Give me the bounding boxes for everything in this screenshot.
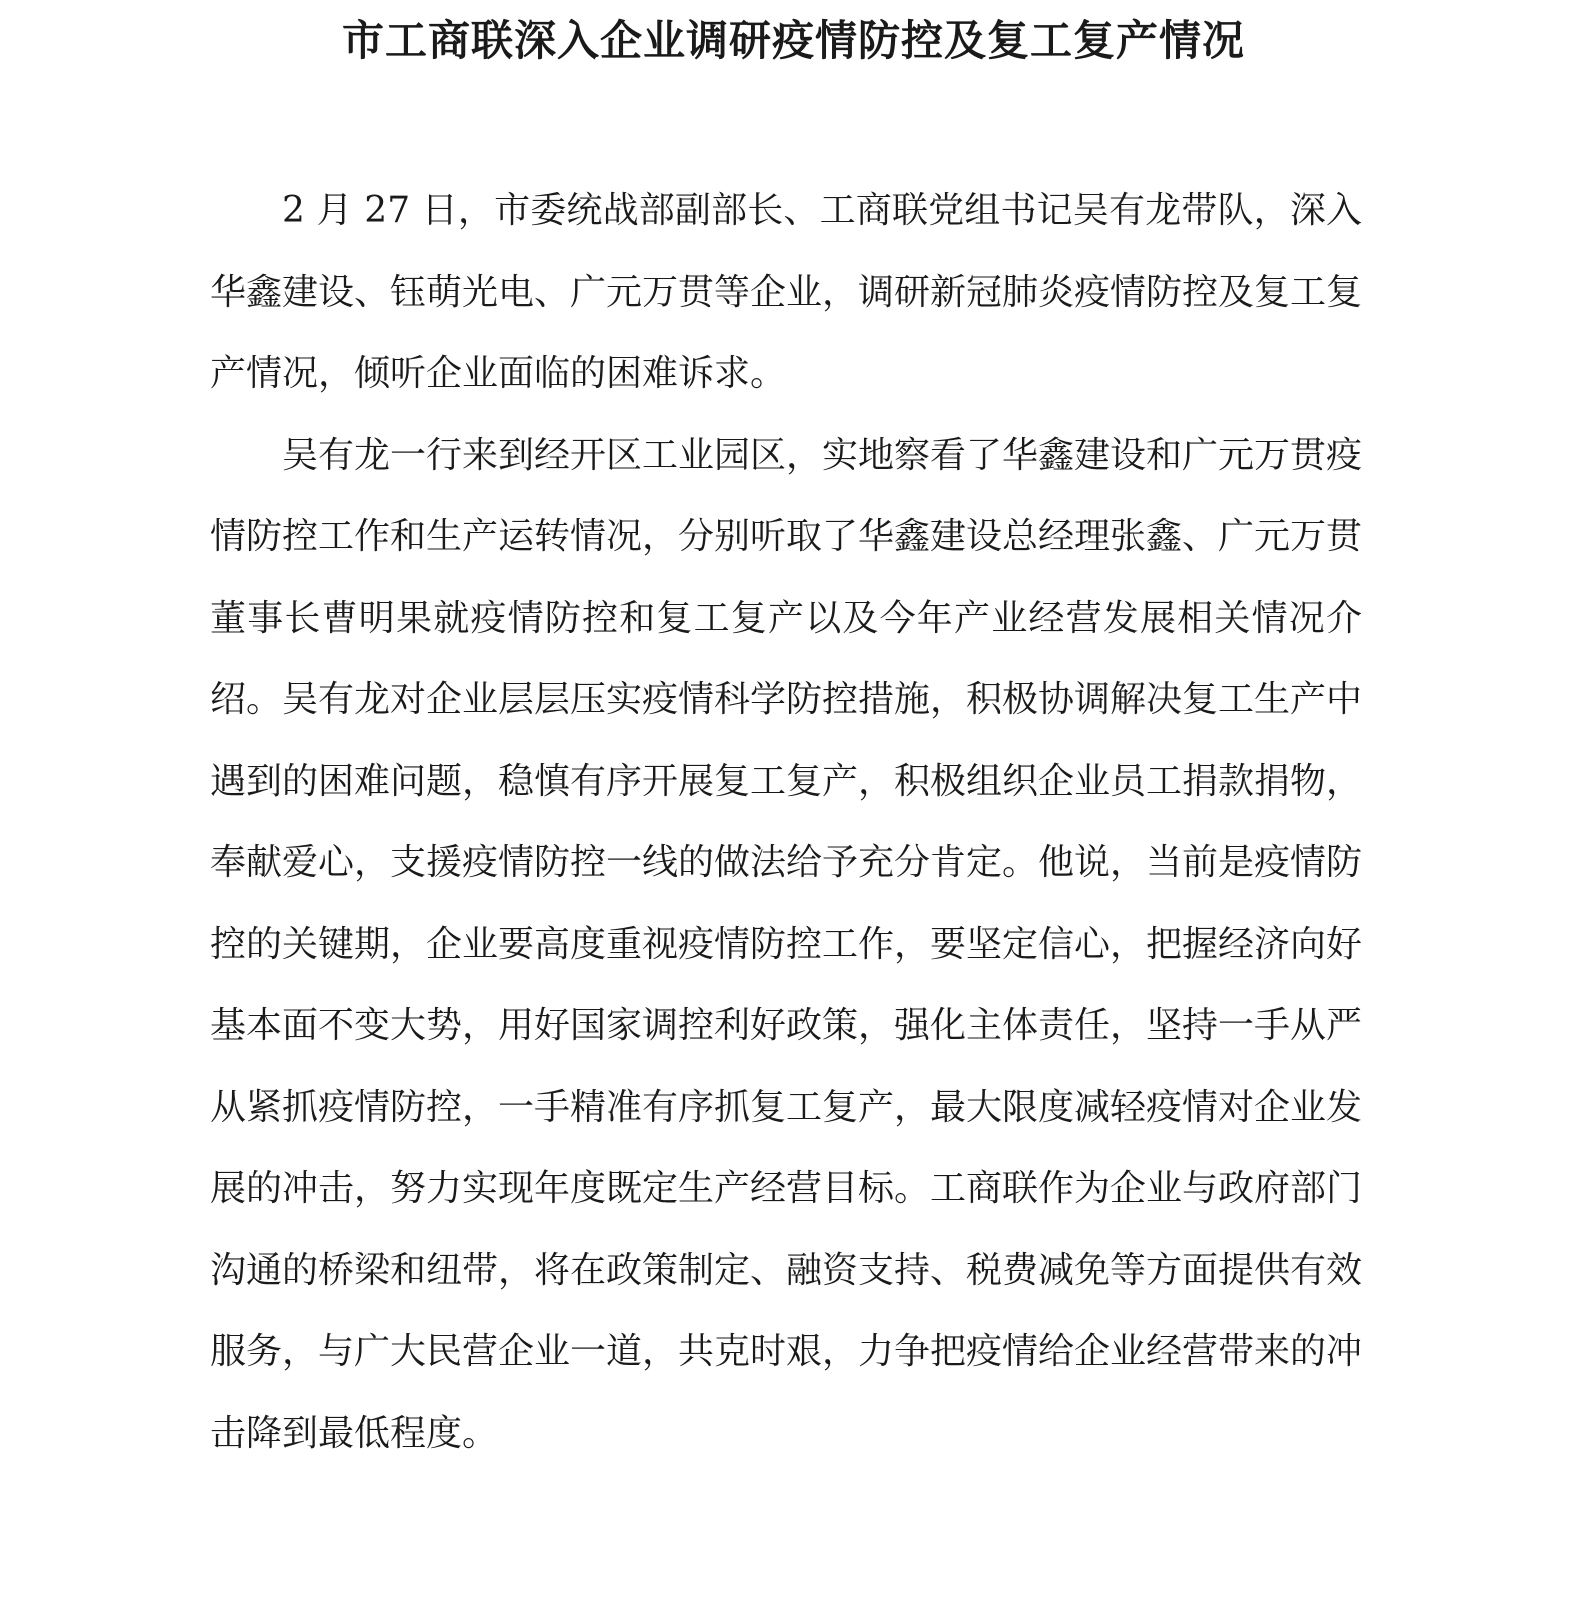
paragraph-1: 2 月 27 日，市委统战部副部长、工商联党组书记吴有龙带队，深入华鑫建设、钰萌光电、广元万贯等企业，调研新冠肺炎疫情防控及复工复产情况，倾听企业面临的困难诉求。: [210, 190, 1363, 394]
document-body: [210, 170, 1362, 1474]
paragraph-2: 吴有龙一行来到经开区工业园区，实地察看了华鑫建设和广元万贯疫情防控工作和生产运转情况，分别听取了华鑫建设总经理张鑫、广元万贯董事长曹明果就疫情防控和复工复产以及今年产业经营发展相关情况介绍。吴有龙对企业层层压实疫情科学防控措施，积极协调解决复工生产中遇到的困难问题，稳慎有序开展复工复产，积极组织企业员工捐款捐物，奉献爱心，支援疫情防控一线的做法给予充分肯定。他说，当前是疫情防控的关键期，企业要高度重视疫情防控工作，要坚定信心，把握经济向好基本面不变大势，用好国家调控利好政策，强化主体责任，坚持一手从严从紧抓疫情防控，一手精准有序抓复工复产，最大限度减轻疫情对企业发展的冲击，努力实现年度既定生产经营目标。工商联作为企业与政府部门沟通的桥梁和纽带，将在政策制定、融资支持、税费减免等方面提供有效服务，与广大民营企业一道，共克时艰，力争把疫情给企业经营带来的冲击降到最低程度。: [210, 434, 1363, 1454]
document-title: 市工商联深入企业调研疫情防控及复工复产情况: [341, 16, 1245, 65]
